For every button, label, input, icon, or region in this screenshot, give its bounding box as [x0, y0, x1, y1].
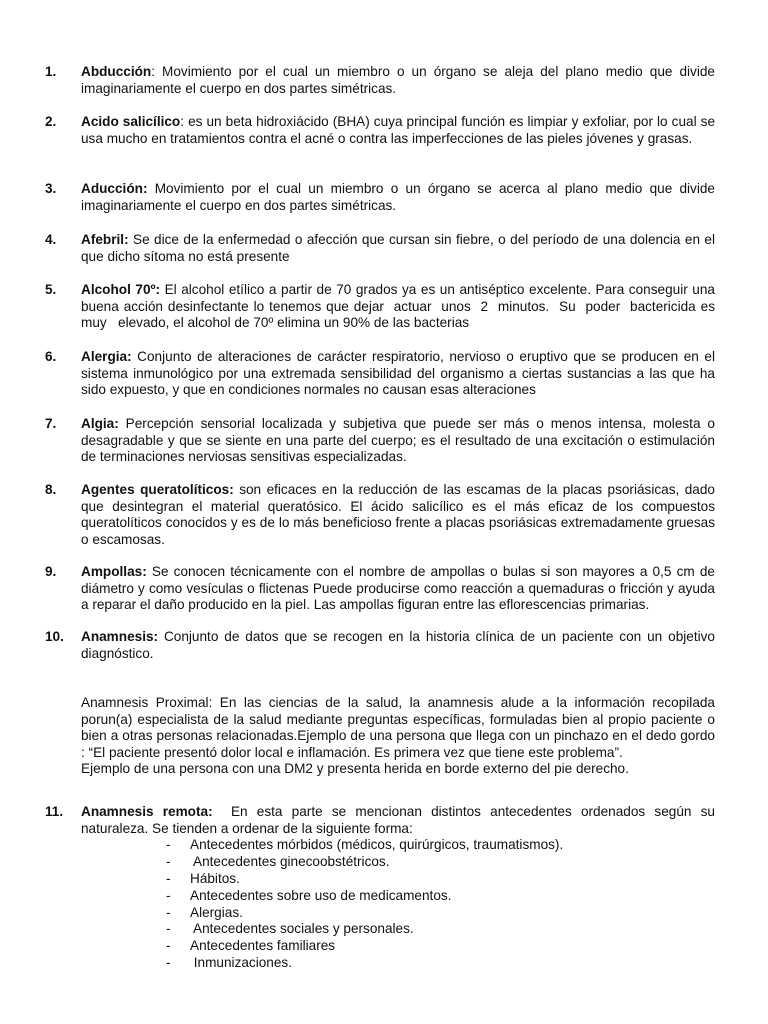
item-body — [81, 114, 715, 147]
item-body — [81, 416, 715, 466]
item-number: 2. — [45, 114, 57, 129]
item-number: 11. — [45, 804, 64, 819]
item-definition: Percepción sensorial localizada y subjetiva que puede ser más o menos intensa, molesta o desagradable y que se siente en una parte del cuerpo; es el resultado de una excitación o estimulación de terminaciones nerviosas sensitivas especializadas. — [81, 416, 715, 465]
list-item: - Antecedentes mórbidos (médicos, quirúrgicos, traumatismos). — [166, 837, 564, 852]
item-term: Afebril — [81, 232, 125, 247]
list-item: - Antecedentes familiares — [166, 938, 336, 954]
item-body — [81, 282, 727, 332]
antecedentes-list — [166, 837, 666, 972]
item-number: 10. — [45, 629, 64, 644]
item-definition: Movimiento por el cual un miembro o un órgano se aleja del plano medio que divide imaginariamente el cuerpo en dos partes simétricas. — [81, 64, 715, 96]
item-term: Acido salicílico — [81, 114, 181, 129]
anamnesis-proximal-example: Ejemplo de una persona con una DM2 y presenta herida en borde externo del pie derecho. — [81, 761, 629, 776]
item-body — [81, 232, 715, 265]
item-body — [81, 804, 719, 837]
item-body — [81, 64, 715, 97]
bullet-dash: - — [166, 904, 171, 920]
item-number: 5. — [45, 282, 57, 297]
item-term: Ampollas — [81, 564, 143, 579]
item-term: Alcohol 70º — [81, 282, 156, 297]
item-number: 3. — [45, 181, 57, 196]
item-definition: Conjunto de datos que se recogen en la historia clínica de un paciente con un objetivo diagnóstico. — [81, 629, 715, 661]
item-number: 1. — [45, 64, 57, 79]
item-term: Agentes queratolíticos — [81, 482, 230, 497]
bullet-dash: - — [166, 955, 171, 971]
item-term: Algia — [81, 416, 115, 431]
bullet-dash: - — [166, 887, 171, 903]
item-definition: Movimiento por el cual un miembro o un órgano se acerca al plano medio que divide imaginariamente el cuerpo en dos partes simétricas. — [81, 181, 715, 213]
item-body — [81, 564, 715, 614]
item-number: 7. — [45, 416, 57, 431]
term-separator: : — [208, 804, 213, 819]
term-separator: : — [151, 64, 156, 79]
bullet-dash: - — [166, 870, 171, 886]
item-definition: son eficaces en la reducción de las escamas de la placas psoriásicas, dado que desintegran el material queratósico. El ácido salicílico es el más eficaz de los compuestos queratolíticos conocidos y es de lo más beneficioso frente a placas psoriásicas extremadamente gruesas o escamosas. — [81, 482, 715, 547]
list-item: - Antecedentes ginecoobstétricos. — [166, 853, 390, 869]
item-body — [81, 349, 715, 399]
item-body — [81, 482, 715, 548]
list-item: - Inmunizaciones. — [166, 955, 293, 971]
item-number: 9. — [45, 564, 57, 579]
item-body — [81, 629, 715, 662]
term-separator: : — [114, 416, 119, 431]
bullet-dash: - — [166, 837, 171, 852]
bullet-dash: - — [166, 938, 171, 954]
term-separator: : — [142, 181, 148, 196]
item-term: Abducción — [81, 64, 152, 79]
item-definition: Conjunto de alteraciones de carácter respiratorio, nervioso o eruptivo que se producen en el sistema inmunológico por una extremada sensibilidad del organismo a ciertas sustancias a las que ha sido expuesto, y que en condiciones normales no causan esas alteraciones — [81, 349, 715, 398]
list-item: - Alergias. — [166, 904, 243, 920]
term-separator: : — [127, 349, 132, 364]
item-term: Anamnesis — [81, 629, 154, 644]
item-definition: En esta parte se mencionan distintos antecedentes ordenados según su naturaleza. Se tienden a ordenar de la siguiente forma: — [81, 804, 719, 836]
term-separator: : — [155, 282, 161, 297]
item-body — [81, 181, 715, 214]
term-separator: : — [124, 232, 129, 247]
item-number: 6. — [45, 349, 57, 364]
term-separator: : — [229, 482, 234, 497]
bullet-dash: - — [166, 853, 171, 869]
anamnesis-proximal-paragraph: Anamnesis Proximal: En las ciencias de la salud, la anamnesis alude a la información recopilada porun(a) especialista de la salud mediante preguntas específicas, formuladas bien al propio paciente o bien a otras personas relacionadas.Ejemplo de una persona que llega con un pinchazo en el dedo gordo : “El paciente presentó dolor local e inflamación. Es primera vez que tiene este problema”. — [81, 695, 715, 760]
list-item: - Hábitos. — [166, 870, 240, 886]
item-term: Alergia — [81, 349, 128, 364]
item-definition: es un beta hidroxiácido (BHA) cuya principal función es limpiar y exfoliar, por lo cual se usa mucho en tratamientos contra el acné o contra las imperfecciones de las pieles jóvenes y grasas. — [81, 114, 716, 146]
item-definition: Se dice de la enfermedad o afección que cursan sin fiebre, o del período de una dolencia en el que dicho sítoma no está presente — [81, 232, 715, 264]
bullet-dash: - — [166, 921, 171, 937]
item-number: 4. — [45, 232, 57, 247]
list-item: - Antecedentes sociales y personales. — [166, 921, 414, 937]
item-definition: El alcohol etílico a partir de 70 grados ya es un antiséptico excelente. Para conseguir una buena acción desinfectante lo tenemos que dejar actuar unos 2 minutos. Su poder bactericida es muy elevado, el alcohol de 70º elimina un 90% de las bacterias — [81, 282, 727, 331]
term-separator: : — [180, 114, 185, 129]
item-term: Anamnesis remota — [81, 804, 209, 819]
item-definition: Se conocen técnicamente con el nombre de ampollas o bulas si son mayores a 0,5 cm de diámetro y como vesículas o flictenas Puede producirse como reacción a quemaduras o fricción y ayuda a reparar el daño producido en la piel. Las ampollas figuran entre las eflorescencias primarias. — [81, 564, 715, 613]
item-number: 8. — [45, 482, 57, 497]
list-item: - Antecedentes sobre uso de medicamentos. — [166, 887, 452, 903]
term-separator: : — [153, 629, 159, 644]
term-separator: : — [142, 564, 147, 579]
item-term: Aducción — [81, 181, 143, 196]
